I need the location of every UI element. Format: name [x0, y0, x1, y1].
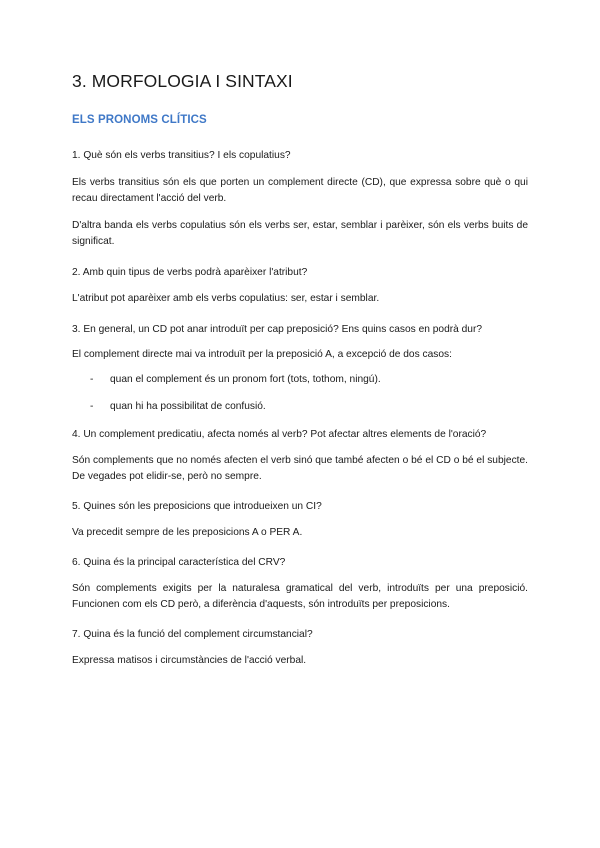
question-7: 7. Quina és la funció del complement circumstancial?	[72, 629, 313, 640]
question-2: 2. Amb quin tipus de verbs podrà aparèixer l'atribut?	[72, 267, 308, 278]
answer-2: L'atribut pot aparèixer amb els verbs copulatius: ser, estar i semblar.	[72, 293, 380, 304]
question-6: 6. Quina és la principal característica del CRV?	[72, 557, 286, 568]
question-block-3	[72, 322, 528, 414]
list-item: - quan hi ha possibilitat de confusió.	[90, 401, 266, 412]
question-4: 4. Un complement predicatiu, afecta només al verb? Pot afectar altres elements de l'oració?	[72, 429, 487, 440]
section-subtitle: ELS PRONOMS CLÍTICS	[72, 114, 207, 126]
answer-3: El complement directe mai va introduït per la preposició A, a excepció de dos casos:	[72, 349, 452, 360]
document-page	[72, 68, 528, 669]
answer-1b: D'altra banda els verbs copulatius són els verbs ser, estar, semblar i parèixer, són els verbs buits de significat.	[72, 220, 528, 247]
question-1: 1. Què són els verbs transitius? I els copulatius?	[72, 150, 291, 161]
question-block-4	[72, 427, 528, 485]
question-block-6	[72, 555, 528, 613]
question-3: 3. En general, un CD pot anar introduït per cap preposició? Ens quins casos en podrà dur?	[72, 324, 483, 335]
question-block-2	[72, 265, 528, 307]
answer-7: Expressa matisos i circumstàncies de l'acció verbal.	[72, 655, 307, 666]
list-item: - quan el complement és un pronom fort (tots, tothom, ningú).	[90, 374, 381, 385]
dash-bullet-icon: -	[90, 401, 94, 412]
answer-3-list	[72, 372, 528, 414]
page-title: 3. MORFOLOGIA I SINTAXI	[72, 71, 293, 91]
question-block-5	[72, 499, 528, 541]
answer-6: Són complements exigits per la naturalesa gramatical del verb, introduïts per una preposició. Funcionen com els CD però, a diferència d'aquests, són introduïts per preposicions.	[72, 583, 528, 610]
answer-1a: Els verbs transitius són els que porten un complement directe (CD), que expressa sobre què o qui recau directament l'acció del verb.	[72, 177, 528, 204]
question-block-7	[72, 627, 528, 669]
dash-bullet-icon: -	[90, 374, 94, 385]
question-5: 5. Quines són les preposicions que introdueixen un CI?	[72, 501, 322, 512]
question-block-1	[72, 148, 528, 250]
answer-5: Va precedit sempre de les preposicions A o PER A.	[72, 527, 303, 538]
answer-4: Són complements que no només afecten el verb sinó que també afecten o bé el CD o bé el subjecte. De vegades pot elidir-se, però no sempre.	[72, 455, 528, 482]
